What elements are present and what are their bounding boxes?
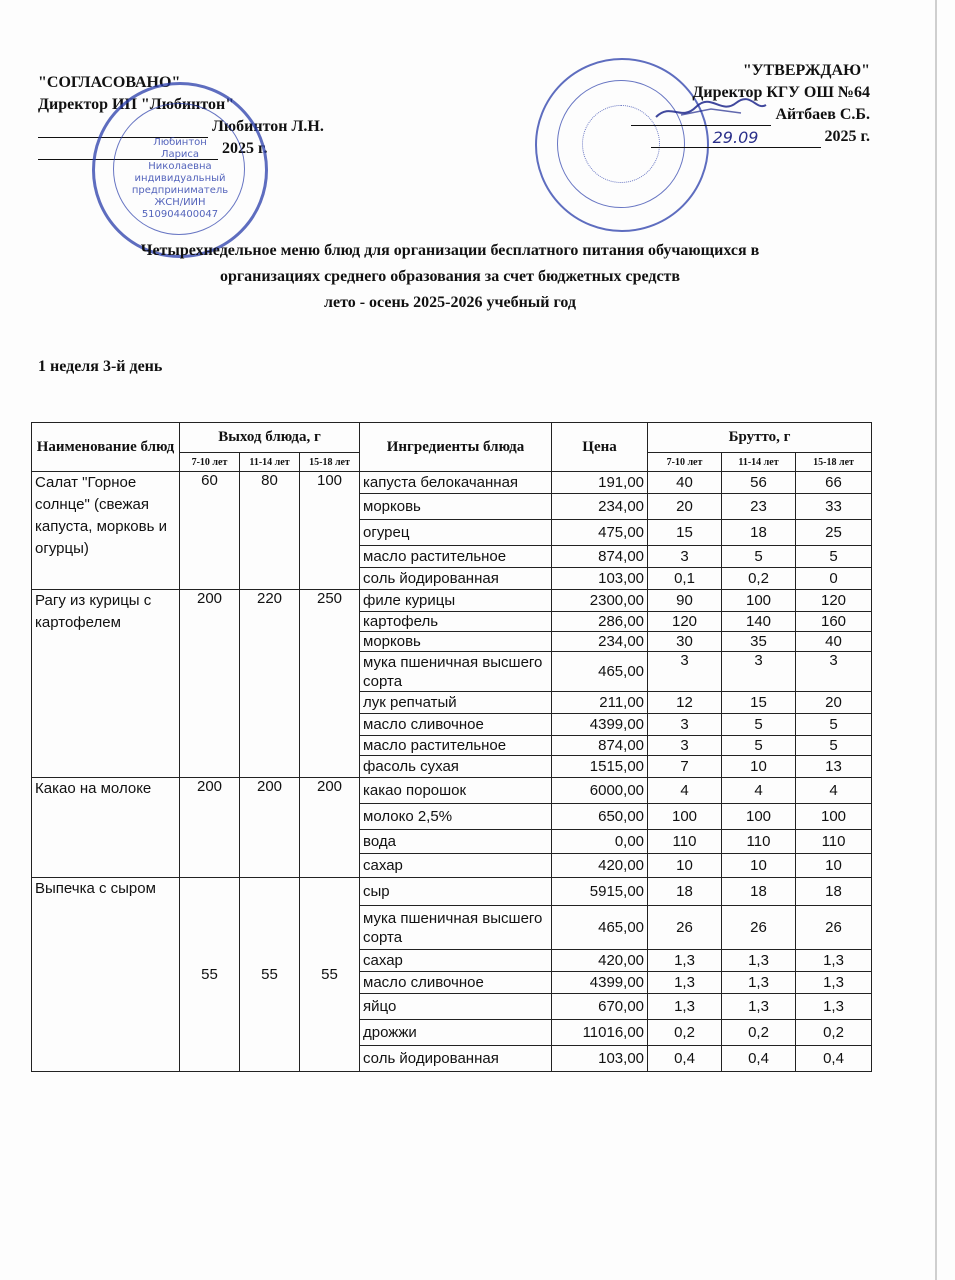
header-brutto: Брутто, г: [648, 423, 872, 453]
ingredient-price: 103,00: [552, 1046, 648, 1072]
ingredient-brutto: 10: [648, 854, 722, 878]
ingredient-name: масло растительное: [360, 546, 552, 568]
ingredient-brutto: 40: [796, 632, 872, 652]
ingredient-brutto: 1,3: [648, 972, 722, 994]
ingredient-brutto: 0: [796, 568, 872, 590]
approval-right-heading: "УТВЕРЖДАЮ": [742, 62, 870, 79]
ingredient-brutto: 1,3: [796, 994, 872, 1020]
ingredient-price: 465,00: [552, 906, 648, 950]
ingredient-brutto: 100: [796, 804, 872, 830]
header-age: 15-18 лет: [300, 453, 360, 472]
ingredient-name: сахар: [360, 950, 552, 972]
stamp-line: Любинтон: [153, 137, 207, 148]
dish-output: 55: [240, 878, 300, 1072]
ingredient-brutto: 40: [648, 472, 722, 494]
ingredient-brutto: 10: [722, 854, 796, 878]
ingredient-brutto: 25: [796, 520, 872, 546]
ingredient-price: 420,00: [552, 854, 648, 878]
dish-output: 100: [300, 472, 360, 590]
ingredient-price: 465,00: [552, 652, 648, 692]
ingredient-brutto: 3: [648, 736, 722, 756]
ingredient-price: 650,00: [552, 804, 648, 830]
ingredient-brutto: 0,2: [722, 568, 796, 590]
approval-right-date-row: [560, 126, 870, 148]
ingredient-brutto: 1,3: [722, 972, 796, 994]
ingredient-brutto: 15: [722, 692, 796, 714]
dish-output: 55: [180, 878, 240, 1072]
ingredient-brutto: 0,4: [648, 1046, 722, 1072]
ingredient-brutto: 110: [796, 830, 872, 854]
dish-name: Какао на молоке: [32, 778, 180, 878]
week-day-label: 1 неделя 3-й день: [38, 358, 163, 375]
ingredient-brutto: 5: [722, 546, 796, 568]
table-row: [32, 878, 872, 906]
approval-left-heading: "СОГЛАСОВАНО": [38, 74, 181, 91]
ingredient-brutto: 120: [796, 590, 872, 612]
stamp-line: 510904400047: [141, 209, 219, 220]
ingredient-brutto: 33: [796, 494, 872, 520]
stamp-line: Николаевна: [148, 161, 212, 172]
ingredient-price: 11016,00: [552, 1020, 648, 1046]
ingredient-brutto: 3: [796, 652, 872, 692]
dish-name: Рагу из курицы с картофелем: [32, 590, 180, 778]
ingredient-brutto: 18: [796, 878, 872, 906]
ingredient-brutto: 15: [648, 520, 722, 546]
ingredient-price: 103,00: [552, 568, 648, 590]
ingredient-price: 874,00: [552, 736, 648, 756]
ingredient-brutto: 110: [722, 830, 796, 854]
ingredient-brutto: 0,4: [796, 1046, 872, 1072]
header-age: 7-10 лет: [180, 453, 240, 472]
ingredient-brutto: 1,3: [648, 994, 722, 1020]
header-output: Выход блюда, г: [180, 423, 360, 453]
dish-output: 55: [300, 878, 360, 1072]
ingredient-name: фасоль сухая: [360, 756, 552, 778]
ingredient-price: 4399,00: [552, 972, 648, 994]
approval-left-position: Директор ИП "Любинтон": [38, 96, 235, 113]
header-age: 7-10 лет: [648, 453, 722, 472]
ingredient-brutto: 4: [796, 778, 872, 804]
page-edge: [935, 0, 937, 1280]
ingredient-price: 1515,00: [552, 756, 648, 778]
signature-scribble: [651, 97, 771, 123]
ingredient-price: 670,00: [552, 994, 648, 1020]
approval-right-signer-row: [560, 104, 870, 126]
ingredient-brutto: 4: [648, 778, 722, 804]
ingredient-brutto: 0,4: [722, 1046, 796, 1072]
date-handwritten: 29.09: [651, 127, 821, 148]
approval-right-block: [560, 60, 870, 148]
ingredient-price: 4399,00: [552, 714, 648, 736]
ingredient-brutto: 13: [796, 756, 872, 778]
ingredient-brutto: 1,3: [648, 950, 722, 972]
ingredient-brutto: 3: [648, 714, 722, 736]
ingredient-price: 191,00: [552, 472, 648, 494]
ingredient-name: морковь: [360, 494, 552, 520]
ingredient-brutto: 3: [648, 546, 722, 568]
ingredient-brutto: 100: [722, 590, 796, 612]
ingredient-brutto: 18: [648, 878, 722, 906]
dish-name: Выпечка с сыром: [32, 878, 180, 1072]
header-ingredients: Ингредиенты блюда: [360, 423, 552, 472]
ingredient-brutto: 20: [648, 494, 722, 520]
ingredient-brutto: 90: [648, 590, 722, 612]
ingredient-brutto: 5: [796, 546, 872, 568]
ingredient-name: сыр: [360, 878, 552, 906]
dish-output: 200: [300, 778, 360, 878]
table-row: [32, 778, 872, 804]
title-line-1: Четырехнедельное меню блюд для организации бесплатного питания обучающихся в: [140, 242, 760, 259]
approval-right-position: Директор КГУ ОШ №64: [692, 84, 870, 101]
dish-output: 200: [240, 778, 300, 878]
ingredient-brutto: 4: [722, 778, 796, 804]
ingredient-price: 874,00: [552, 546, 648, 568]
ingredient-brutto: 18: [722, 878, 796, 906]
ingredient-name: масло сливочное: [360, 714, 552, 736]
ingredient-price: 234,00: [552, 494, 648, 520]
ingredient-brutto: 23: [722, 494, 796, 520]
ingredient-brutto: 0,2: [796, 1020, 872, 1046]
dish-output: 60: [180, 472, 240, 590]
ingredient-brutto: 26: [796, 906, 872, 950]
ingredient-brutto: 56: [722, 472, 796, 494]
ingredient-brutto: 0,1: [648, 568, 722, 590]
signature-line: [631, 107, 771, 126]
ingredient-brutto: 1,3: [796, 950, 872, 972]
ingredient-name: мука пшеничная высшего сорта: [360, 906, 552, 950]
ingredient-brutto: 100: [722, 804, 796, 830]
table-row: [32, 472, 872, 494]
ingredient-name: сахар: [360, 854, 552, 878]
ingredient-brutto: 5: [722, 736, 796, 756]
ingredient-brutto: 140: [722, 612, 796, 632]
ingredient-price: 0,00: [552, 830, 648, 854]
dish-output: 220: [240, 590, 300, 778]
ingredient-brutto: 100: [648, 804, 722, 830]
ingredient-name: капуста белокачанная: [360, 472, 552, 494]
ingredient-brutto: 3: [648, 652, 722, 692]
approval-right-date: 2025 г.: [824, 128, 870, 145]
ingredient-name: морковь: [360, 632, 552, 652]
ingredient-brutto: 120: [648, 612, 722, 632]
ingredient-name: филе курицы: [360, 590, 552, 612]
ingredient-brutto: 160: [796, 612, 872, 632]
ingredient-brutto: 5: [796, 736, 872, 756]
ingredient-name: молоко 2,5%: [360, 804, 552, 830]
dish-output: 80: [240, 472, 300, 590]
approval-left-date: 2025 г.: [222, 140, 268, 157]
ingredient-brutto: 10: [722, 756, 796, 778]
ingredient-price: 420,00: [552, 950, 648, 972]
ingredient-brutto: 20: [796, 692, 872, 714]
ingredient-brutto: 66: [796, 472, 872, 494]
ingredient-name: картофель: [360, 612, 552, 632]
approval-left-signer: Любинтон Л.Н.: [212, 118, 324, 135]
stamp-left-text: [130, 137, 230, 221]
ingredient-name: какао порошок: [360, 778, 552, 804]
header-price: Цена: [552, 423, 648, 472]
ingredient-brutto: 3: [722, 652, 796, 692]
ingredient-brutto: 35: [722, 632, 796, 652]
ingredient-brutto: 18: [722, 520, 796, 546]
ingredient-name: яйцо: [360, 994, 552, 1020]
document-title: [60, 238, 840, 316]
ingredient-brutto: 1,3: [722, 950, 796, 972]
ingredient-name: масло сливочное: [360, 972, 552, 994]
approval-right-signer: Айтбаев С.Б.: [775, 106, 870, 123]
stamp-line: ЖСН/ИИН: [154, 197, 206, 208]
title-line-2: организациях среднего образования за счет бюджетных средств: [219, 268, 681, 285]
ingredient-brutto: 5: [722, 714, 796, 736]
ingredient-price: 211,00: [552, 692, 648, 714]
ingredient-brutto: 12: [648, 692, 722, 714]
dish-output: 250: [300, 590, 360, 778]
ingredient-name: соль йодированная: [360, 568, 552, 590]
ingredient-brutto: 5: [796, 714, 872, 736]
ingredient-price: 286,00: [552, 612, 648, 632]
dish-output: 200: [180, 590, 240, 778]
ingredient-name: мука пшеничная высшего сорта: [360, 652, 552, 692]
ingredient-name: масло растительное: [360, 736, 552, 756]
ingredient-name: дрожжи: [360, 1020, 552, 1046]
ingredient-brutto: 110: [648, 830, 722, 854]
ingredient-brutto: 26: [648, 906, 722, 950]
ingredient-name: соль йодированная: [360, 1046, 552, 1072]
ingredient-name: огурец: [360, 520, 552, 546]
table-row: [32, 590, 872, 612]
ingredient-brutto: 30: [648, 632, 722, 652]
ingredient-brutto: 10: [796, 854, 872, 878]
header-age: 15-18 лет: [796, 453, 872, 472]
header-dish: Наименование блюд: [32, 423, 180, 472]
ingredient-price: 5915,00: [552, 878, 648, 906]
ingredient-brutto: 1,3: [722, 994, 796, 1020]
ingredient-brutto: 7: [648, 756, 722, 778]
header-age: 11-14 лет: [722, 453, 796, 472]
ingredient-brutto: 0,2: [648, 1020, 722, 1046]
title-line-3: лето - осень 2025-2026 учебный год: [323, 294, 576, 311]
stamp-left: [92, 82, 268, 258]
ingredient-price: 234,00: [552, 632, 648, 652]
ingredient-price: 6000,00: [552, 778, 648, 804]
ingredient-brutto: 0,2: [722, 1020, 796, 1046]
ingredient-price: 475,00: [552, 520, 648, 546]
ingredient-name: лук репчатый: [360, 692, 552, 714]
menu-table: [31, 422, 872, 1072]
ingredient-brutto: 1,3: [796, 972, 872, 994]
stamp-line: предприниматель: [131, 185, 229, 196]
stamp-line: индивидуальный: [134, 173, 226, 184]
ingredient-name: вода: [360, 830, 552, 854]
ingredient-brutto: 26: [722, 906, 796, 950]
ingredient-price: 2300,00: [552, 590, 648, 612]
stamp-line: Лариса: [160, 149, 200, 160]
dish-name: Салат "Горное солнце" (свежая капуста, морковь и огурцы): [32, 472, 180, 590]
dish-output: 200: [180, 778, 240, 878]
header-age: 11-14 лет: [240, 453, 300, 472]
